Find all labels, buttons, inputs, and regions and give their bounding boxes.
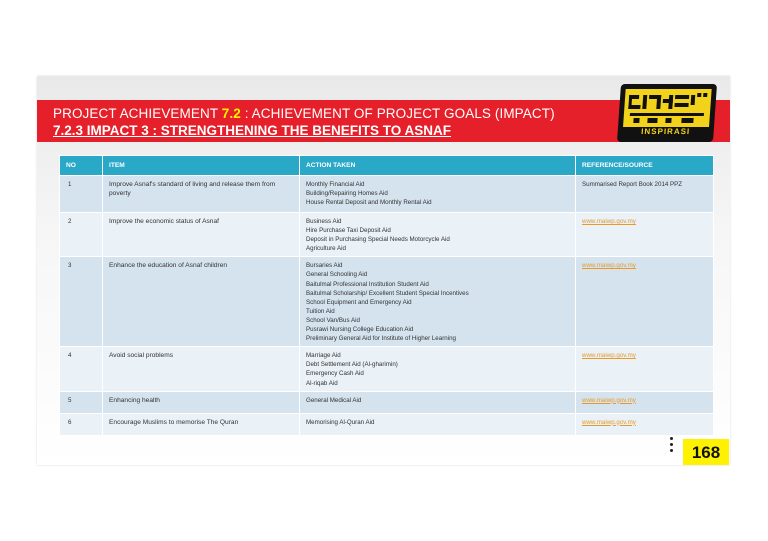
table-header-row — [60, 156, 714, 176]
row-reference — [576, 347, 714, 391]
table-row — [60, 347, 714, 391]
row-number: 2 — [60, 213, 103, 257]
row-reference — [576, 391, 714, 413]
action-item: Building/Repairing Homes Aid — [306, 190, 388, 198]
row-actions — [300, 413, 576, 435]
row-item: Improve the economic status of Asnaf — [103, 213, 300, 257]
logo-plate — [623, 89, 712, 127]
col-header-reference: REFERENCE/SOURCE — [576, 156, 714, 176]
row-reference — [576, 176, 714, 213]
action-item: Debt Settlement Aid (Al-gharimin) — [306, 361, 398, 369]
title-suffix: : ACHIEVEMENT OF PROJECT GOALS (IMPACT) — [240, 106, 555, 121]
reference-link[interactable]: www.maiwp.gov.my — [582, 418, 636, 426]
page-number-badge: 168 — [683, 439, 729, 465]
action-item: Hire Purchase Taxi Deposit Aid — [306, 227, 391, 235]
action-item: Deposit in Purchasing Special Needs Motorcycle Aid — [306, 236, 450, 244]
table-row — [60, 391, 714, 413]
reference-link[interactable]: www.maiwp.gov.my — [582, 262, 636, 270]
table-body — [60, 176, 714, 436]
logo-glyph-icon — [623, 89, 712, 127]
reference-text: Summarised Report Book 2014 PPZ — [582, 181, 683, 188]
row-item: Enhancing health — [103, 391, 300, 413]
col-header-no: NO — [60, 156, 103, 176]
action-item: Baitulmal Scholarship/ Excellent Student Special Incentives — [306, 289, 469, 297]
action-item: Business Aid — [306, 218, 342, 225]
menu-dots-icon — [670, 437, 674, 453]
row-reference — [576, 213, 714, 257]
row-number: 5 — [60, 391, 103, 413]
reference-link[interactable]: www.maiwp.gov.my — [582, 396, 636, 404]
action-item: School Equipment and Emergency Aid — [306, 298, 412, 306]
row-actions — [300, 391, 576, 413]
table-row — [60, 413, 714, 435]
action-item: Agriculture Aid — [306, 245, 346, 253]
row-actions — [300, 176, 576, 213]
action-item: Pusrawi Nursing College Education Aid — [306, 326, 414, 334]
reference-link[interactable]: www.maiwp.gov.my — [582, 218, 636, 225]
row-item: Improve Asnaf's standard of living and release them from poverty — [103, 176, 300, 213]
page-subtitle: 7.2.3 IMPACT 3 : STRENGTHENING THE BENEFITS TO ASNAF — [53, 123, 452, 138]
action-item: General Schooling Aid — [306, 271, 368, 279]
action-item: Bursaries Aid — [306, 262, 343, 270]
reference-link[interactable]: www.maiwp.gov.my — [582, 352, 636, 360]
logo-caption: INSPIRASI — [640, 127, 691, 136]
col-header-item: ITEM — [103, 156, 300, 176]
row-item: Avoid social problems — [103, 347, 300, 391]
row-number: 1 — [60, 176, 103, 213]
inspirasi-logo — [617, 84, 717, 142]
slide — [37, 76, 730, 465]
action-item: Tuition Aid — [306, 307, 335, 315]
row-actions — [300, 213, 576, 257]
action-item: House Rental Deposit and Monthly Rental Aid — [306, 199, 432, 207]
title-prefix: PROJECT ACHIEVEMENT — [53, 106, 222, 121]
action-item: General Medical Aid — [306, 396, 362, 404]
row-reference — [576, 257, 714, 347]
action-item: Marriage Aid — [306, 352, 341, 360]
action-item: Baitulmal Professional Institution Student Aid — [306, 280, 429, 288]
table-row — [60, 213, 714, 257]
table-row — [60, 176, 714, 213]
page-title — [53, 106, 555, 121]
row-number: 3 — [60, 257, 103, 347]
row-number: 6 — [60, 413, 103, 435]
row-actions — [300, 347, 576, 391]
action-item: Memorising Al-Quran Aid — [306, 418, 375, 426]
action-item: School Van/Bus Aid — [306, 316, 360, 324]
row-reference — [576, 413, 714, 435]
action-item: Preliminary General Aid for Institute of Higher Learning — [306, 335, 456, 343]
col-header-action: ACTION TAKEN — [300, 156, 576, 176]
row-number: 4 — [60, 347, 103, 391]
row-item: Encourage Muslims to memorise The Quran — [103, 413, 300, 435]
row-actions — [300, 257, 576, 347]
achievement-table — [59, 155, 714, 436]
action-item: Al-riqab Aid — [306, 379, 338, 387]
action-item: Emergency Cash Aid — [306, 370, 364, 378]
action-item: Monthly Financial Aid — [306, 181, 365, 188]
table-row — [60, 257, 714, 347]
title-number: 7.2 — [221, 106, 241, 121]
row-item: Enhance the education of Asnaf children — [103, 257, 300, 347]
